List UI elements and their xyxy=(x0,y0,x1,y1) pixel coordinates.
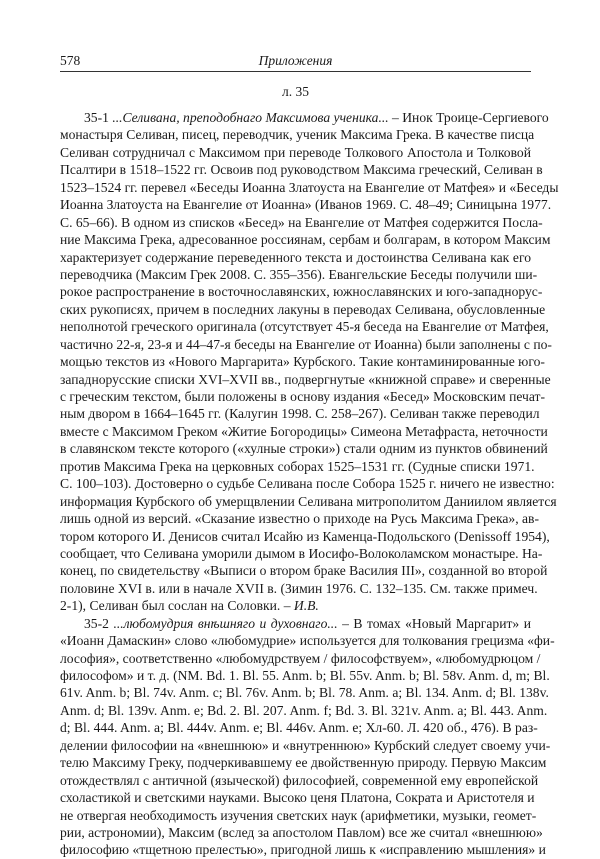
text-line xyxy=(60,126,535,143)
text-line xyxy=(60,336,552,353)
text-line xyxy=(60,301,546,318)
text-line xyxy=(60,161,543,178)
text-line xyxy=(60,109,549,126)
note-text: Anm. d; Bl. 139v. Anm. e; Bd. 2. Bl. 207. Anm. f; Bd. 3. Bl. 321v. Anm. a; Bl. 443. Anm. xyxy=(60,702,548,718)
note-text: западнорусские списки XVI–XVII вв., подвергнутые «книжной справе» и сверенные xyxy=(60,371,551,387)
running-title: Приложения xyxy=(258,53,333,68)
note-lemma: ...любомудрия внѣшняго и духовнаго... xyxy=(113,615,338,631)
leaf-label: л. 35 xyxy=(282,84,309,99)
note-text: отождествлял с античной (языческой) философией, современной ему европейской xyxy=(60,772,539,788)
commentary-body xyxy=(60,109,559,859)
note-text: характеризует содержание переведенного текста и достоинства Селивана как его xyxy=(60,249,531,265)
note-text: – В томах «Новый Маргарит» и xyxy=(337,615,531,631)
text-line xyxy=(60,528,550,545)
text-line xyxy=(60,249,531,266)
text-line xyxy=(60,789,535,806)
text-line xyxy=(60,196,552,213)
note-text: философом» и т. д. (NM. Bd. 1. Bl. 55. Anm. b; Bl. 55v. Anm. b; Bl. 58v. Anm. d, m; Bl. xyxy=(60,668,550,683)
text-line xyxy=(60,562,548,579)
text-line xyxy=(60,283,543,300)
text-line xyxy=(60,632,555,649)
note-text: сообщает, что Селивана уморили дымом в Иосифо-Волоколамском монастыре. На- xyxy=(60,545,543,561)
text-line xyxy=(60,266,538,283)
text-line xyxy=(60,458,535,475)
text-line xyxy=(60,841,546,858)
text-line xyxy=(60,824,543,841)
note-text: философию «тщетною прелестью», пригодной лишь к «исправлению мышления» и xyxy=(60,842,546,858)
note-text: ние Максима Грека, адресованное россиянам, сербам и болгарам, в котором Максим xyxy=(60,232,551,248)
note-text: d; Bl. 444. Anm. a; Bl. 444v. Anm. e; Bl. 446v. Anm. e; Хл-60. Л. 420 об., 476). В раз- xyxy=(60,720,538,736)
text-line xyxy=(60,353,545,370)
note-text: против Максима Грека на церковных соборах 1525–1531 гг. (Судные списки 1971. xyxy=(60,458,535,474)
text-line xyxy=(60,318,549,335)
text-line xyxy=(60,580,538,597)
page-number: 578 xyxy=(60,53,81,68)
text-line xyxy=(60,597,531,614)
page-header xyxy=(60,53,531,71)
text-line xyxy=(60,231,551,248)
text-line xyxy=(60,144,531,161)
text-line xyxy=(60,615,531,632)
note-text: делении философии на «внешнюю» и «внутреннюю» Курбский следует своему учи- xyxy=(60,737,551,753)
note-text: информация Курбского об умерщвлении Селивана митрополитом Даниилом является xyxy=(60,493,557,509)
note-text: Псалтири в 1518–1522 гг. Освоив под руководством Максима греческий, Селиван в xyxy=(60,162,543,178)
text-line xyxy=(60,545,543,562)
note-author: И.В. xyxy=(293,598,319,614)
note-35-1 xyxy=(60,109,559,615)
note-text: – Инок Троице-Сергиевого xyxy=(388,110,549,125)
note-text: с греческим текстом, были положены в основу издания «Бесед» Московским печат- xyxy=(60,389,546,404)
text-line xyxy=(60,405,540,422)
text-line xyxy=(60,702,548,719)
text-line xyxy=(60,650,541,667)
note-text: 2-1), Селиван был сослан на Соловки. – xyxy=(60,598,294,614)
note-text: частично 22-я, 23-я и 44–47-я беседы на Евангелие от Иоанна) были заполнены с по- xyxy=(60,336,552,352)
note-text: С. 100–103). Достоверно о судьбе Селивана после Собора 1525 г. ничего не известно: xyxy=(60,476,555,492)
note-text: Селиван сотрудничал с Максимом при переводе Толкового Апостола и Толковой xyxy=(60,144,531,160)
text-line xyxy=(60,475,555,492)
text-line xyxy=(60,719,538,736)
text-line xyxy=(60,510,540,527)
note-text: мощью текстов из «Нового Маргарита» Курбского. Такие контаминированные юго- xyxy=(60,354,545,370)
note-text: переводчика (Максим Грек 2008. С. 355–356). Евангельские Беседы получили ши- xyxy=(60,266,538,282)
note-text: половине XVI в. или в начале XVII в. (Зимин 1976. С. 132–135. См. также примеч. xyxy=(60,580,538,596)
note-text: не отвергая необходимость изучения светских наук (арифметики, музыки, геомет- xyxy=(60,807,537,823)
note-text: ным двором в 1664–1645 гг. (Калугин 1998. С. 258–267). Селиван также переводил xyxy=(60,406,540,422)
text-line xyxy=(60,440,548,457)
note-text: 1523–1524 гг. перевел «Беседы Иоанна Златоуста на Евангелие от Матфея» и «Беседы xyxy=(60,179,559,195)
text-line xyxy=(60,807,537,824)
text-line xyxy=(60,737,551,754)
text-line xyxy=(60,371,551,388)
text-line xyxy=(60,388,546,405)
text-line xyxy=(60,179,559,196)
note-text: в славянском тексте которого («хулные строки») стали одним из пунктов обвинений xyxy=(60,441,548,457)
header-rule xyxy=(60,71,531,72)
text-line xyxy=(60,214,543,231)
text-line xyxy=(60,667,550,684)
note-text: вместе с Максимом Греком «Житие Богородицы» Симеона Метафраста, неточности xyxy=(60,423,548,439)
note-text: 61v. Anm. b; Bl. 74v. Anm. c; Bl. 76v. Anm. b; Bl. 78. Anm. a; Bl. 134. Anm. d; Bl. 138v. xyxy=(60,685,549,701)
note-text: С. 65–66). В одном из списков «Бесед» на Евангелие от Матфея содержится Посла- xyxy=(60,214,543,230)
note-id: 35-2 xyxy=(84,615,114,631)
note-text: неполнотой греческого оригинала (отсутствует 45-я беседа на Евангелие от Матфея, xyxy=(60,319,549,335)
note-text: рокое распространение в восточнославянских, южнославянских и юго-западнорус- xyxy=(60,284,543,300)
text-line xyxy=(60,423,548,440)
note-text: конец, по свидетельству «Выписи о втором браке Василия III», созданной во второй xyxy=(60,563,548,579)
note-text: «Иоанн Дамаскин» слово «любомудрие» используется для толкования грецизма «фи- xyxy=(60,633,555,649)
note-lemma: ...Селивана, преподобнаго Максимова ученика... xyxy=(112,110,389,125)
note-35-2 xyxy=(60,615,555,859)
note-text: лософия», соответственно «любомудрствуем / философствуем», «любомудрюцом / xyxy=(60,650,541,666)
text-line xyxy=(60,754,547,771)
note-text: рии, астрономии), Максим (вслед за апостолом Павлом) все же считал «внешнюю» xyxy=(60,824,543,840)
note-id: 35-1 xyxy=(84,110,113,125)
note-text: Иоанна Златоуста на Евангелие от Иоанна» (Иванов 1969. С. 48–49; Синицына 1977. xyxy=(60,197,552,213)
note-text: телю Максиму Греку, подчеркивавшему ее двойственную природу. Первую Максим xyxy=(60,755,547,771)
note-text: монастыря Селиван, писец, переводчик, ученик Максима Грека. В качестве писца xyxy=(60,127,535,143)
text-line xyxy=(60,772,539,789)
text-line xyxy=(60,684,549,701)
note-text: схоластикой и светскими науками. Высоко ценя Платона, Сократа и Аристотеля и xyxy=(60,790,535,806)
text-line xyxy=(60,493,557,510)
note-text: тором которого И. Денисов считал Исайю из Каменца-Подольского (Denissoff 1954), xyxy=(60,528,550,544)
note-text: лишь одной из версий. «Сказание известно о приходе на Русь Максима Грека», ав- xyxy=(60,511,540,527)
note-text: ских рукописях, причем в последних лакуны в переводах Селивана, обусловленные xyxy=(60,301,546,317)
